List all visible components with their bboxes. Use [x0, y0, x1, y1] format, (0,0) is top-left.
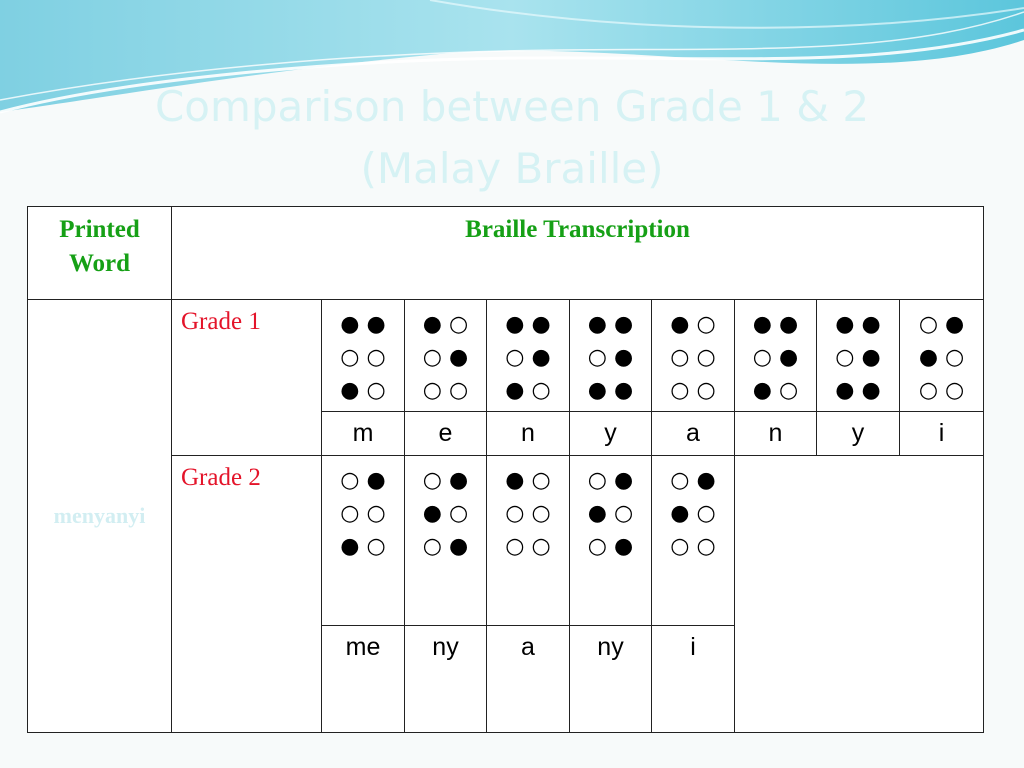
grade1-braille-cell [817, 300, 900, 412]
grade2-letter-cell: ny [570, 626, 652, 733]
braille-dot-row: ○ ● [670, 468, 716, 493]
braille-dot-row: ● ● [752, 312, 799, 337]
braille-dot-row: ● ○ [505, 468, 551, 493]
grade1-braille-cell [322, 300, 405, 412]
empty-cell [735, 456, 984, 733]
braille-dot-row: ● ● [835, 378, 881, 403]
braille-dot-row: ○ ● [587, 345, 634, 370]
grade1-braille-cell [652, 300, 735, 412]
grade2-label: Grade 2 [172, 456, 322, 733]
grade1-letter-cell: a [652, 412, 735, 456]
braille-dot-row: ○ ● [422, 345, 469, 370]
braille-transcription-header: Braille Transcription [172, 207, 984, 300]
grade2-braille-cell [322, 456, 405, 626]
slide-title [0, 76, 1024, 200]
braille-dot-row: ○ ● [587, 534, 634, 559]
grade1-braille-cell [570, 300, 652, 412]
grade1-letter-cell: e [405, 412, 487, 456]
braille-dot-row: ● ● [587, 312, 634, 337]
braille-dot-row: ● ○ [340, 534, 386, 559]
braille-comparison-table [27, 206, 984, 733]
braille-dot-row: ● ○ [422, 501, 469, 526]
braille-dot-row: ● ○ [670, 312, 716, 337]
printed-word-header: Printed Word [28, 207, 172, 300]
braille-dot-row: ● ○ [505, 378, 551, 403]
grade2-letter-cell: i [652, 626, 735, 733]
grade1-letter-cell: y [570, 412, 652, 456]
grade1-letter-cell: i [900, 412, 984, 456]
braille-dot-row: ● ○ [587, 501, 634, 526]
printed-word-cell: menyanyi [28, 300, 172, 733]
braille-dot-row: ○ ● [505, 345, 551, 370]
braille-dot-row: ○ ○ [670, 378, 716, 403]
braille-dot-row: ● ○ [752, 378, 799, 403]
grade1-braille-cell [487, 300, 570, 412]
braille-dot-row: ○ ○ [670, 534, 716, 559]
grade1-braille-cell [900, 300, 984, 412]
braille-dot-row: ● ○ [340, 378, 386, 403]
braille-dot-row: ● ● [340, 312, 386, 337]
braille-dot-row: ● ● [505, 312, 551, 337]
grade2-braille-cell [570, 456, 652, 626]
braille-dot-row: ● ○ [918, 345, 965, 370]
braille-dot-row: ○ ○ [505, 534, 551, 559]
grade2-letter-cell: ny [405, 626, 487, 733]
braille-dot-row: ● ● [835, 312, 881, 337]
braille-dot-row: ● ○ [670, 501, 716, 526]
braille-dot-row: ○ ● [422, 468, 469, 493]
grade1-letter-cell: m [322, 412, 405, 456]
braille-dot-row: ● ○ [422, 312, 469, 337]
grade1-letter-cell: n [487, 412, 570, 456]
braille-dot-row: ○ ● [835, 345, 881, 370]
grade1-letter-cell: y [817, 412, 900, 456]
braille-dot-row: ○ ● [340, 468, 386, 493]
braille-dot-row: ○ ● [752, 345, 799, 370]
slide-title-line2: (Malay Braille) [360, 144, 664, 193]
braille-dot-row: ○ ○ [340, 345, 386, 370]
grade2-letter-cell: a [487, 626, 570, 733]
braille-dot-row: ○ ○ [340, 501, 386, 526]
braille-dot-row: ○ ○ [422, 378, 469, 403]
braille-dot-row: ○ ● [587, 468, 634, 493]
slide-title-line1: Comparison between Grade 1 & 2 [154, 82, 870, 131]
braille-dot-row: ○ ● [918, 312, 965, 337]
braille-dot-row: ○ ○ [670, 345, 716, 370]
grade2-braille-cell [652, 456, 735, 626]
grade1-label: Grade 1 [172, 300, 322, 456]
grade1-letter-cell: n [735, 412, 817, 456]
braille-dot-row: ○ ○ [505, 501, 551, 526]
braille-dot-row: ○ ● [422, 534, 469, 559]
grade2-braille-cell [405, 456, 487, 626]
grade2-braille-cell [487, 456, 570, 626]
grade1-braille-cell [405, 300, 487, 412]
grade2-letter-cell: me [322, 626, 405, 733]
braille-dot-row: ○ ○ [918, 378, 965, 403]
grade1-braille-cell [735, 300, 817, 412]
braille-dot-row: ● ● [587, 378, 634, 403]
